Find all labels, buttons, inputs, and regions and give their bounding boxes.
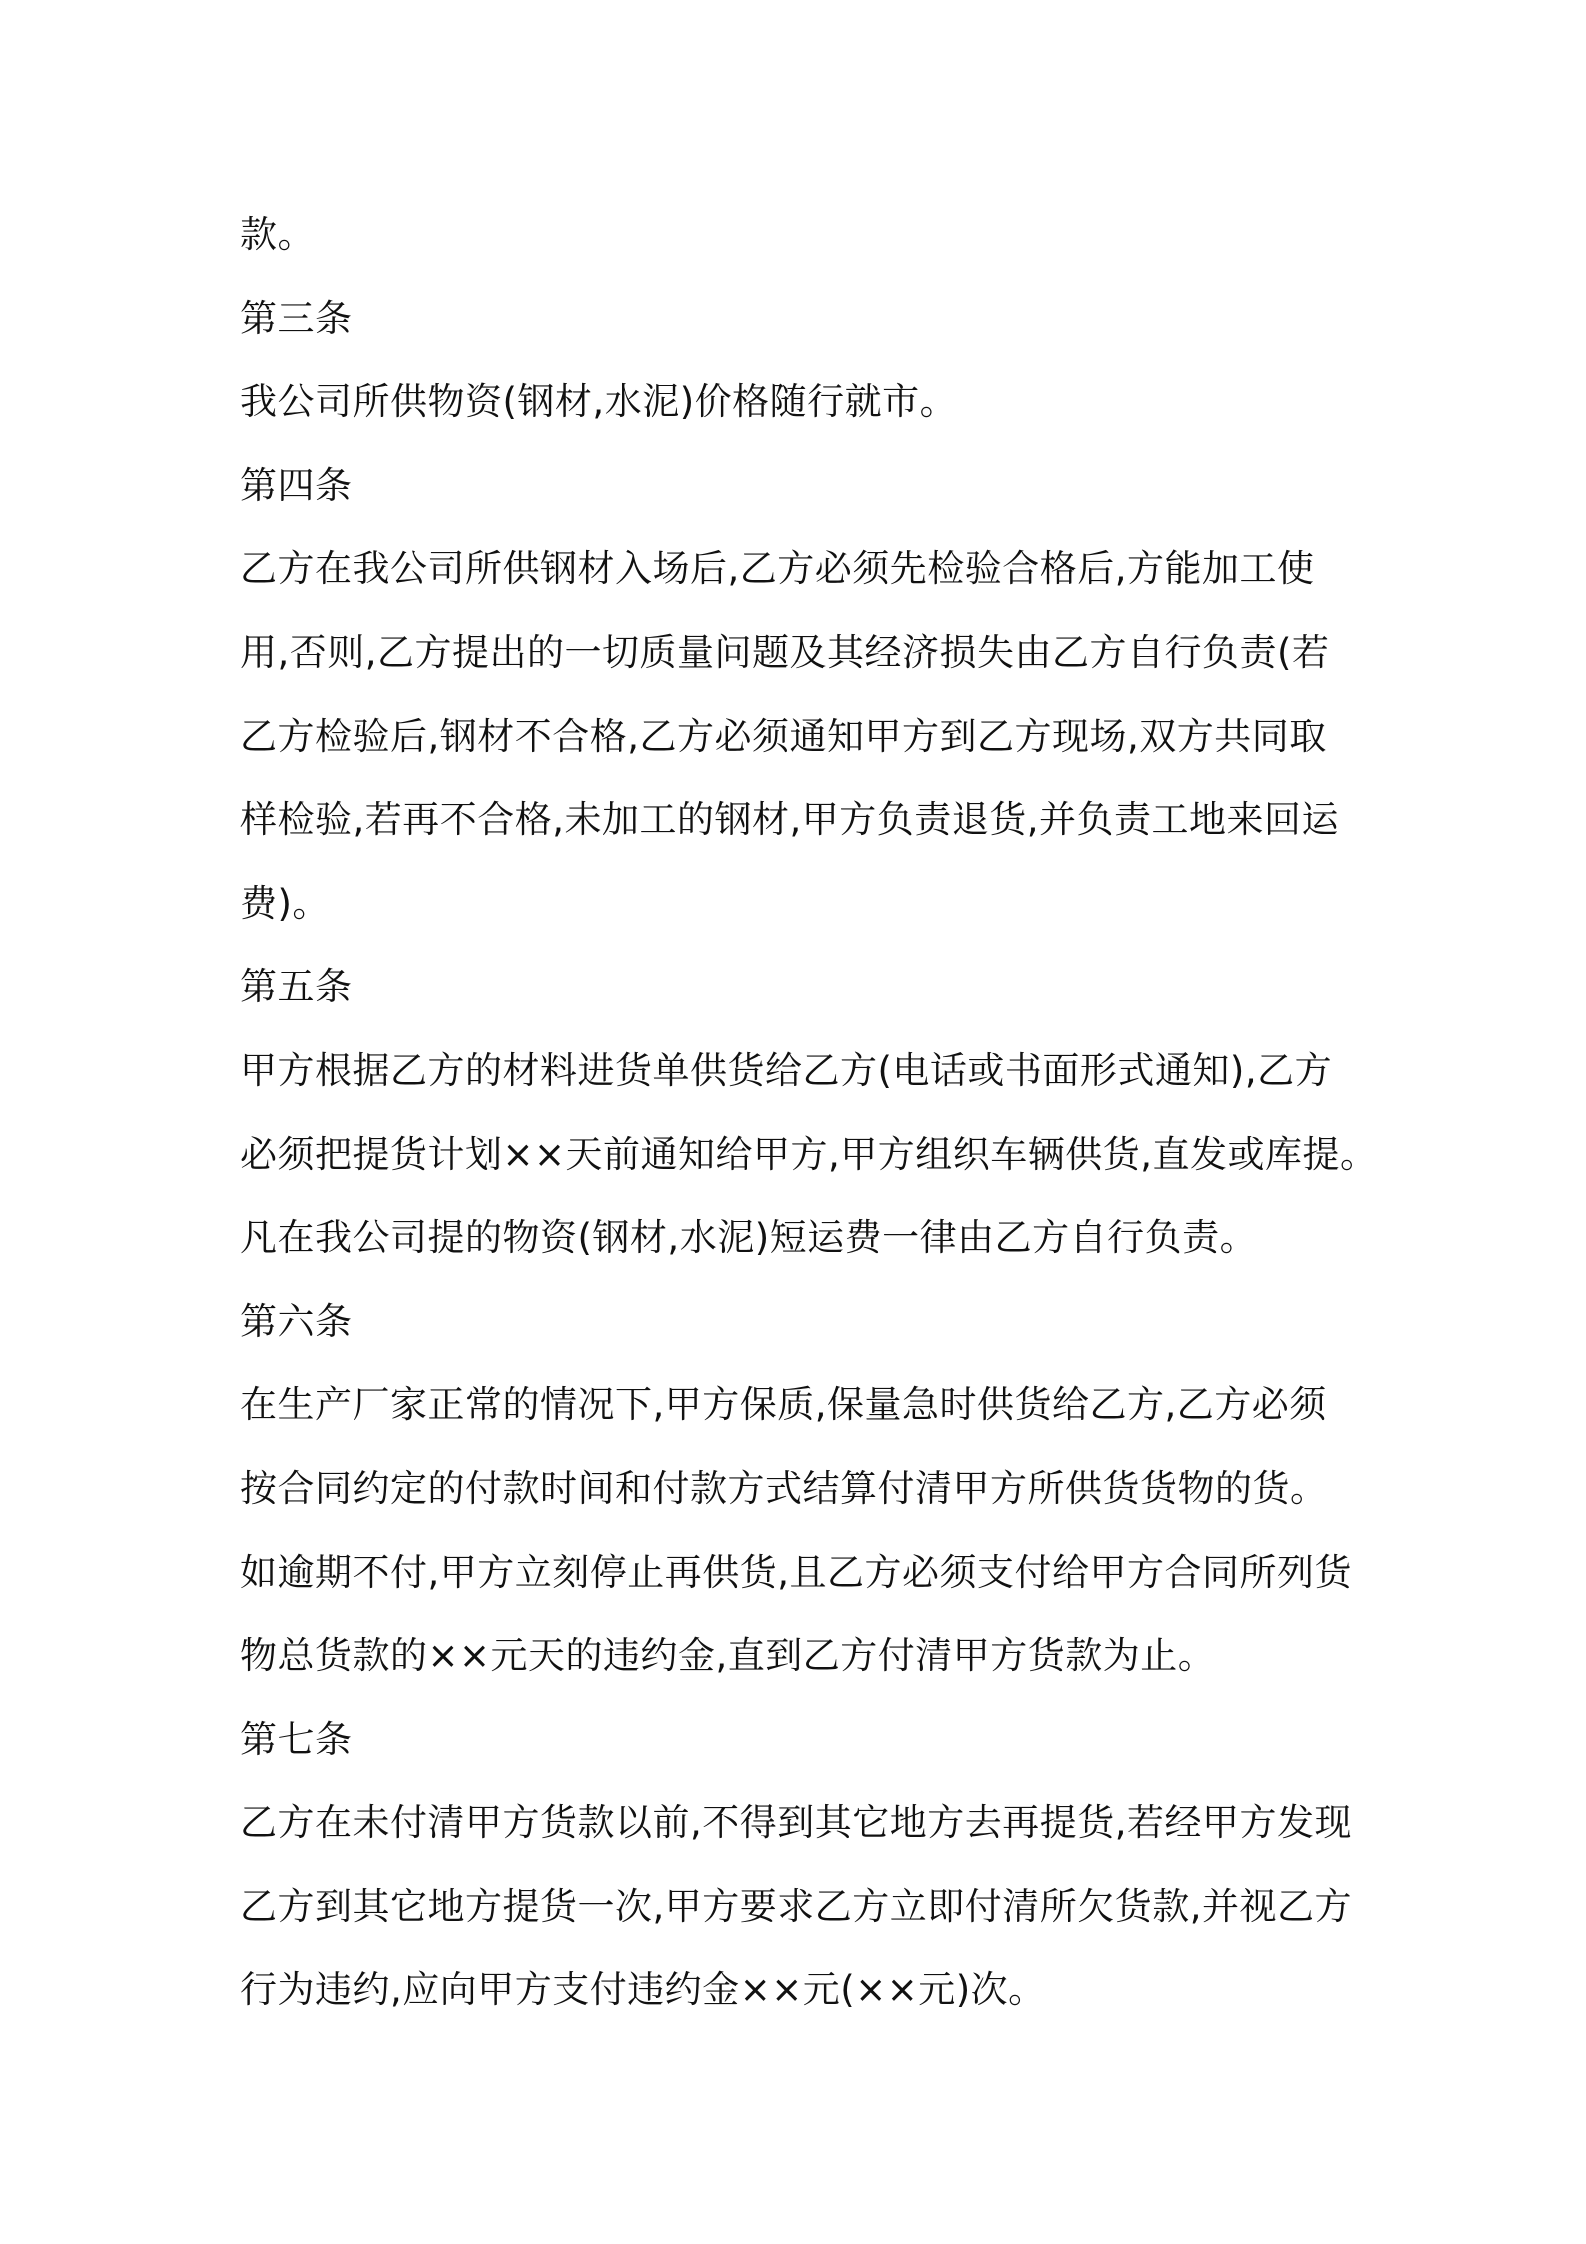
- article-heading: 第六条: [240, 1299, 353, 1343]
- article-heading: 第五条: [240, 965, 353, 1009]
- article-heading: 第七条: [240, 1717, 353, 1761]
- body-line: 乙方到其它地方提货一次,甲方要求乙方立即付清所欠货款,并视乙方: [240, 1884, 1353, 1928]
- body-line: 如逾期不付,甲方立刻停止再供货,且乙方必须支付给甲方合同所列货: [240, 1550, 1353, 1594]
- body-line: 乙方检验后,钢材不合格,乙方必须通知甲方到乙方现场,双方共同取: [240, 714, 1327, 758]
- body-line: 费)。: [240, 881, 330, 925]
- body-line: 物总货款的××元天的违约金,直到乙方付清甲方货款为止。: [240, 1634, 1216, 1678]
- body-line: 甲方根据乙方的材料进货单供货给乙方(电话或书面形式通知),乙方: [240, 1048, 1333, 1092]
- article-heading: 第三条: [240, 296, 353, 340]
- body-line: 凡在我公司提的物资(钢材,水泥)短运费一律由乙方自行负责。: [240, 1216, 1258, 1260]
- article-heading: 第四条: [240, 463, 353, 507]
- body-line: 行为违约,应向甲方支付违约金××元(××元)次。: [240, 1968, 1046, 2012]
- body-line: 乙方在未付清甲方货款以前,不得到其它地方去再提货,若经甲方发现: [240, 1801, 1353, 1845]
- body-line: 乙方在我公司所供钢材入场后,乙方必须先检验合格后,方能加工使: [240, 547, 1315, 591]
- body-line: 样检验,若再不合格,未加工的钢材,甲方负责退货,并负责工地来回运: [240, 798, 1340, 842]
- body-line: 用,否则,乙方提出的一切质量问题及其经济损失由乙方自行负责(若: [240, 630, 1330, 674]
- body-line: 按合同约定的付款时间和付款方式结算付清甲方所供货货物的货。: [240, 1466, 1328, 1510]
- body-line: 在生产厂家正常的情况下,甲方保质,保量急时供货给乙方,乙方必须: [240, 1383, 1327, 1427]
- body-line: 我公司所供物资(钢材,水泥)价格随行就市。: [240, 380, 958, 424]
- document-body: [240, 193, 1386, 2032]
- body-line: 必须把提货计划××天前通知给甲方,甲方组织车辆供货,直发或库提。: [240, 1132, 1378, 1176]
- body-line: 款。: [240, 213, 315, 256]
